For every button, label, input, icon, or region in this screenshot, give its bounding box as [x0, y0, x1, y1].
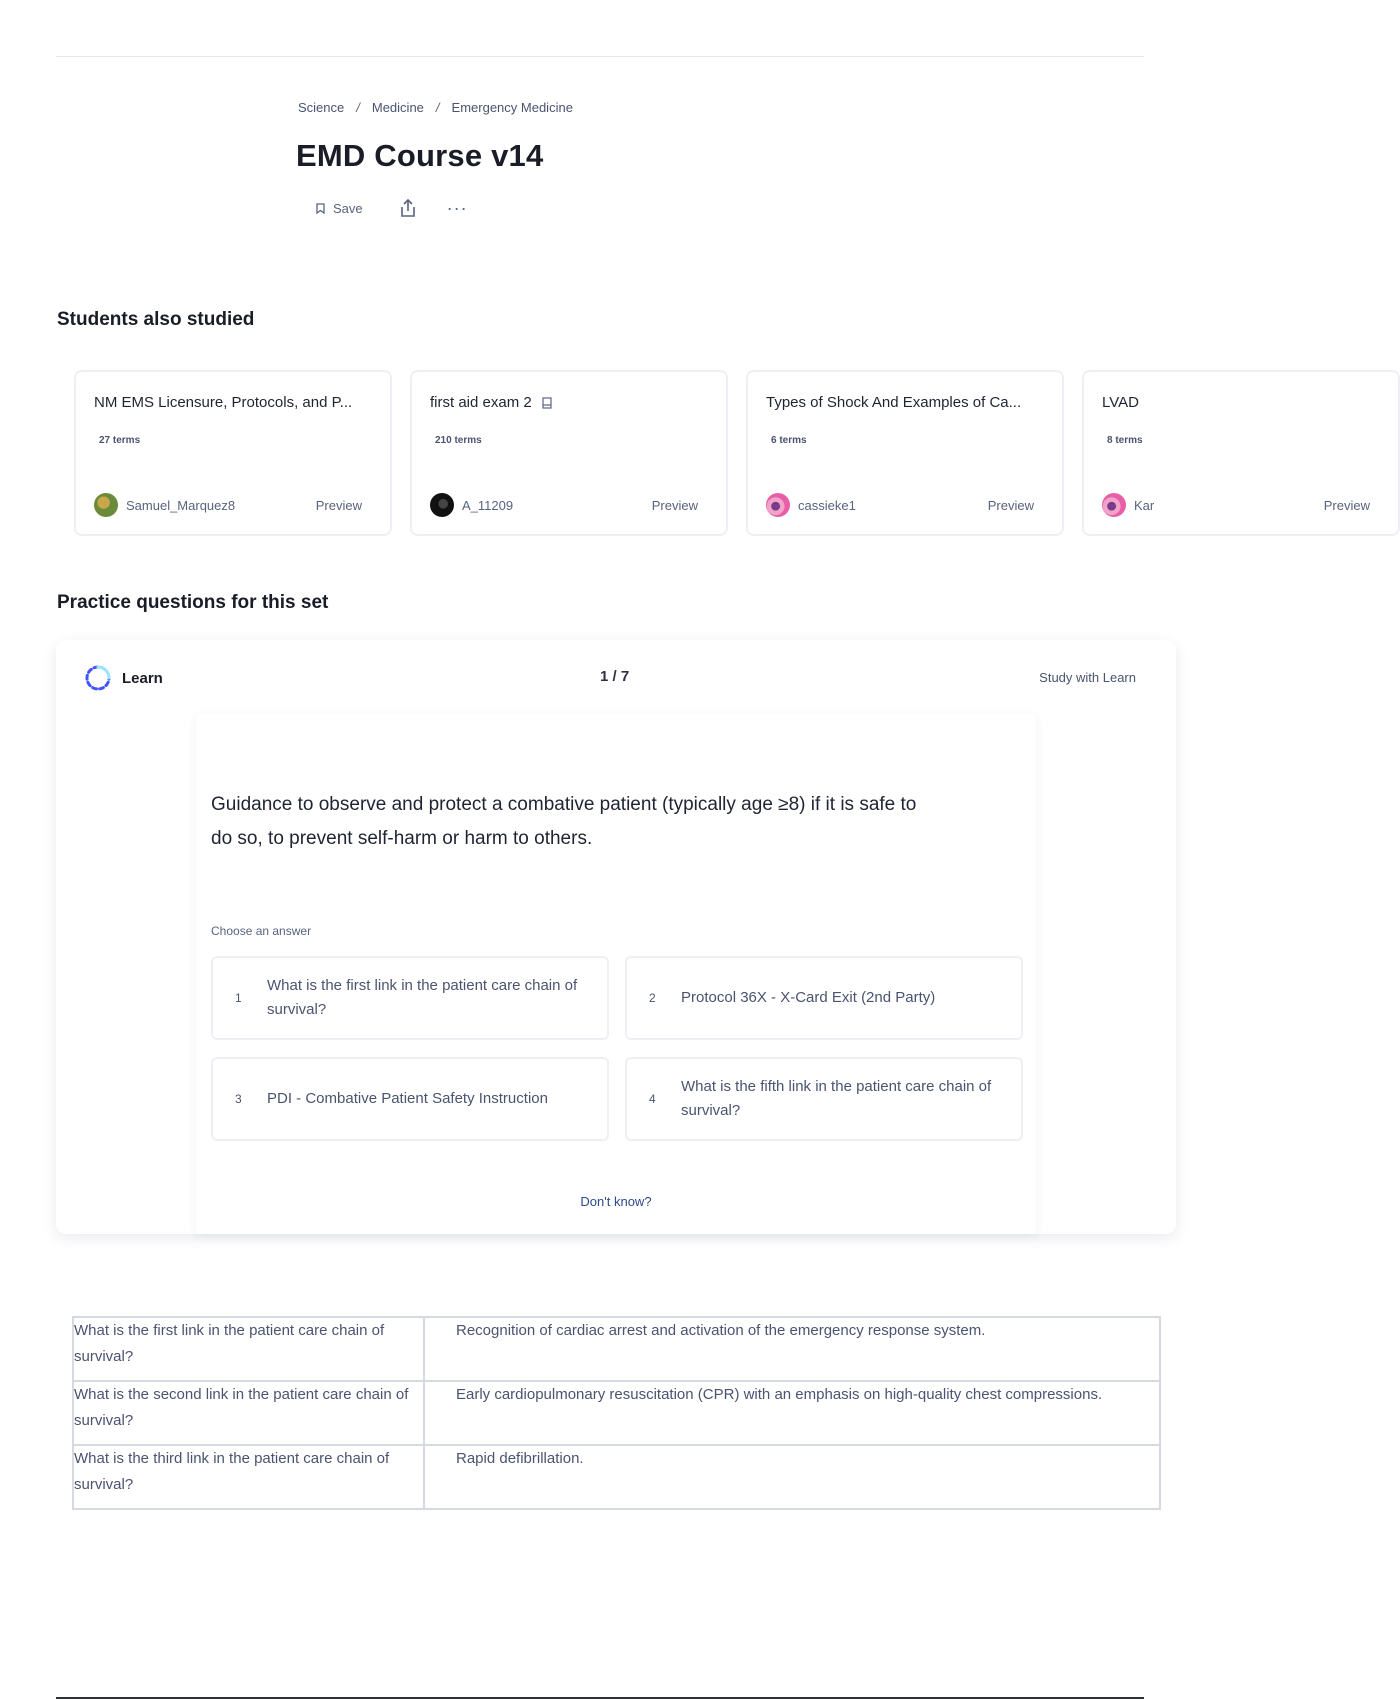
learn-label: Learn: [122, 669, 163, 687]
table-row: [73, 1445, 1160, 1509]
choose-answer-label: Choose an answer: [211, 924, 312, 938]
save-button[interactable]: [316, 201, 363, 216]
answer-option-1[interactable]: [211, 956, 609, 1040]
save-label: Save: [333, 200, 363, 216]
card-author-name: Samuel_Marquez8: [126, 497, 236, 513]
card-author[interactable]: [766, 493, 856, 517]
breadcrumb-separator: /: [435, 100, 440, 115]
students-also-studied-heading: Students also studied: [57, 309, 255, 330]
bottom-divider: [56, 1697, 1144, 1699]
share-button[interactable]: [399, 198, 417, 218]
set-actions: [316, 198, 468, 218]
card-author[interactable]: [1102, 493, 1154, 517]
table-row: [73, 1317, 1160, 1381]
study-set-card[interactable]: [1082, 370, 1400, 536]
dont-know-button[interactable]: Don't know?: [580, 1194, 652, 1209]
breadcrumb: [298, 100, 573, 115]
card-author-name: Kar: [1134, 497, 1155, 513]
card-author-name: A_11209: [462, 497, 514, 513]
preview-button[interactable]: Preview: [651, 498, 698, 513]
question-card: [196, 714, 1036, 1234]
top-divider: [56, 56, 1144, 57]
breadcrumb-science[interactable]: Science: [298, 100, 345, 115]
study-set-card[interactable]: [746, 370, 1064, 536]
card-title: NM EMS Licensure, Protocols, and P...: [94, 394, 353, 411]
question-progress: 1 / 7: [600, 668, 630, 685]
term-cell: What is the third link in the patient care chain of survival?: [73, 1445, 424, 1509]
avatar: [1102, 493, 1126, 517]
share-icon: [399, 198, 417, 218]
breadcrumb-medicine[interactable]: Medicine: [371, 100, 424, 115]
question-prompt: Guidance to observe and protect a combative patient (typically age ≥8) if it is safe to do so, to prevent self-harm or harm to others.: [211, 794, 917, 849]
card-term-count: 6 terms: [771, 435, 807, 446]
terms-table: [72, 1316, 1161, 1510]
card-term-count: 8 terms: [1107, 435, 1143, 446]
avatar: [766, 493, 790, 517]
definition-cell: Rapid defibrillation.: [424, 1445, 1160, 1509]
table-row: [73, 1381, 1160, 1445]
card-title: Types of Shock And Examples of Ca...: [766, 394, 1022, 411]
textbook-icon: [542, 397, 552, 409]
option-text: PDI - Combative Patient Safety Instruction: [267, 1090, 548, 1107]
card-title: first aid exam 2: [430, 394, 552, 411]
related-sets-carousel: [74, 370, 1370, 540]
learn-icon: [84, 664, 112, 692]
learn-mode-header: [84, 664, 163, 692]
card-term-count: 27 terms: [99, 435, 141, 446]
avatar: [94, 493, 118, 517]
option-text: Protocol 36X - X-Card Exit (2nd Party): [681, 989, 936, 1006]
definition-cell: Early cardiopulmonary resuscitation (CPR) with an emphasis on high-quality chest compressions.: [424, 1381, 1160, 1445]
preview-button[interactable]: Preview: [987, 498, 1034, 513]
option-text: What is the fifth link in the patient care chain of survival?: [681, 1078, 992, 1119]
option-number: 3: [235, 1092, 242, 1106]
preview-button[interactable]: Preview: [1323, 498, 1370, 513]
more-options-button[interactable]: ···: [446, 198, 468, 218]
answer-option-3[interactable]: [211, 1057, 609, 1141]
study-set-card[interactable]: [74, 370, 392, 536]
breadcrumb-separator: /: [356, 100, 360, 115]
answer-options: [211, 956, 1023, 1141]
avatar: [430, 493, 454, 517]
breadcrumb-emergency-medicine[interactable]: Emergency Medicine: [451, 100, 573, 115]
study-set-card[interactable]: [410, 370, 728, 536]
card-title: LVAD: [1102, 394, 1139, 411]
option-number: 1: [235, 991, 242, 1005]
option-number: 2: [649, 991, 656, 1005]
bookmark-icon: [316, 203, 325, 214]
practice-questions-heading: Practice questions for this set: [57, 592, 329, 613]
answer-option-2[interactable]: [625, 956, 1023, 1040]
card-author-name: cassieke1: [798, 497, 856, 513]
card-author[interactable]: [94, 493, 235, 517]
answer-option-4[interactable]: [625, 1057, 1023, 1141]
page-title: EMD Course v14: [296, 138, 544, 173]
definition-cell: Recognition of cardiac arrest and activation of the emergency response system.: [424, 1317, 1160, 1381]
option-text: What is the first link in the patient care chain of survival?: [267, 977, 578, 1018]
option-number: 4: [649, 1092, 656, 1106]
preview-button[interactable]: Preview: [315, 498, 362, 513]
term-cell: What is the first link in the patient care chain of survival?: [73, 1317, 424, 1381]
card-author[interactable]: [430, 493, 513, 517]
learn-practice-panel: [56, 640, 1176, 1234]
term-cell: What is the second link in the patient care chain of survival?: [73, 1381, 424, 1445]
card-term-count: 210 terms: [435, 435, 482, 446]
study-with-learn-link[interactable]: Study with Learn: [1039, 670, 1136, 685]
